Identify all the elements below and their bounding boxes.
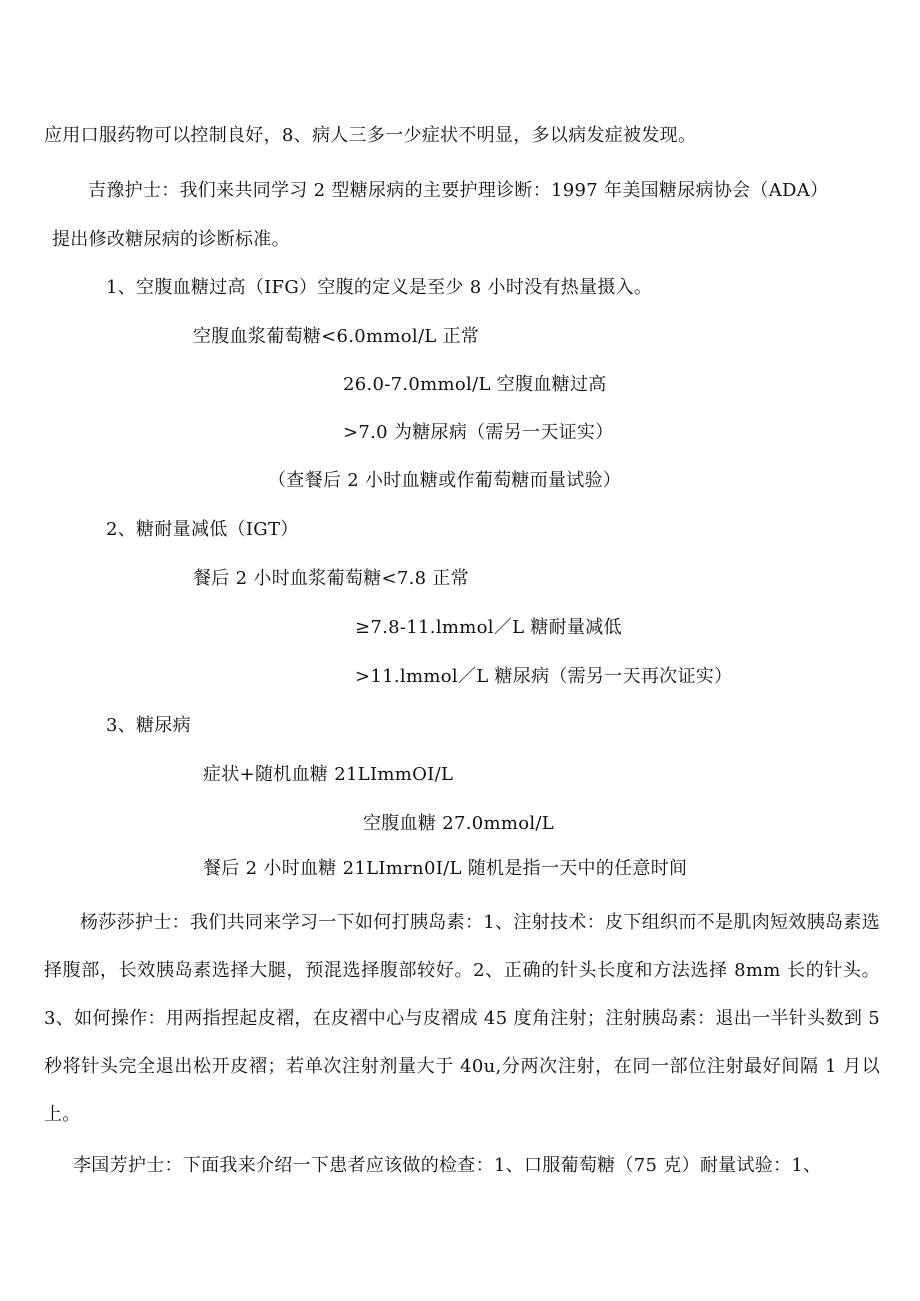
section3-heading: 3、糖尿病 xyxy=(106,715,191,736)
section3-postmeal: 餐后 2 小时血糖 21LImrn0I/L 随机是指一天中的任意时间 xyxy=(203,858,688,879)
jiyu-line-1: 吉豫护士：我们来共同学习 2 型糖尿病的主要护理诊断：1997 年美国糖尿病协会（ADA） xyxy=(88,180,829,201)
section3-fasting: 空腹血糖 27.0mmol/L xyxy=(363,813,555,834)
section2-normal: 餐后 2 小时血浆葡萄糖<7.8 正常 xyxy=(193,568,470,589)
jiyu-line-2: 提出修改糖尿病的诊断标准。 xyxy=(52,229,290,250)
yang-paragraph: 杨莎莎护士：我们共同来学习一下如何打胰岛素：1、注射技术：皮下组织而不是肌肉短效胰岛素选择腹部，长效胰岛素选择大腿，预混选择腹部较好。2、正确的针头长度和方法选择 8mm 长的针头。3、如何操作：用两指捏起皮褶，在皮褶中心与皮褶成 45 度角注射；注射胰岛素：退出一半针头数到 5 秒将针头完全退出松开皮褶；若单次注射剂量大于 40u,分两次注射，在同一部位注射最好间隔 1 月以上。 xyxy=(44,912,880,1125)
section1-note: （查餐后 2 小时血糖或作葡萄糖而量试验） xyxy=(268,470,622,491)
section1-heading: 1、空腹血糖过高（IFG）空腹的定义是至少 8 小时没有热量摄入。 xyxy=(106,277,653,298)
li-line: 李国芳护士：下面我来介绍一下患者应该做的检查：1、口服葡萄糖（75 克）耐量试验：1、 xyxy=(73,1155,822,1176)
section2-heading: 2、糖耐量减低（IGT） xyxy=(106,519,299,540)
section2-diabetes: >11.lmmol／L 糖尿病（需另一天再次证实） xyxy=(355,666,733,687)
section2-reduced: ≥7.8-11.lmmol／L 糖耐量减低 xyxy=(355,617,622,638)
section1-high: 26.0-7.0mmol/L 空腹血糖过高 xyxy=(343,374,607,395)
section1-normal: 空腹血浆葡萄糖<6.0mmol/L 正常 xyxy=(193,326,480,347)
intro-line: 应用口服药物可以控制良好，8、病人三多一少症状不明显，多以病发症被发现。 xyxy=(44,125,697,146)
section3-symptom: 症状+随机血糖 21LImmOI/L xyxy=(203,764,454,785)
section1-diabetes: >7.0 为糖尿病（需另一天证实） xyxy=(343,422,614,443)
